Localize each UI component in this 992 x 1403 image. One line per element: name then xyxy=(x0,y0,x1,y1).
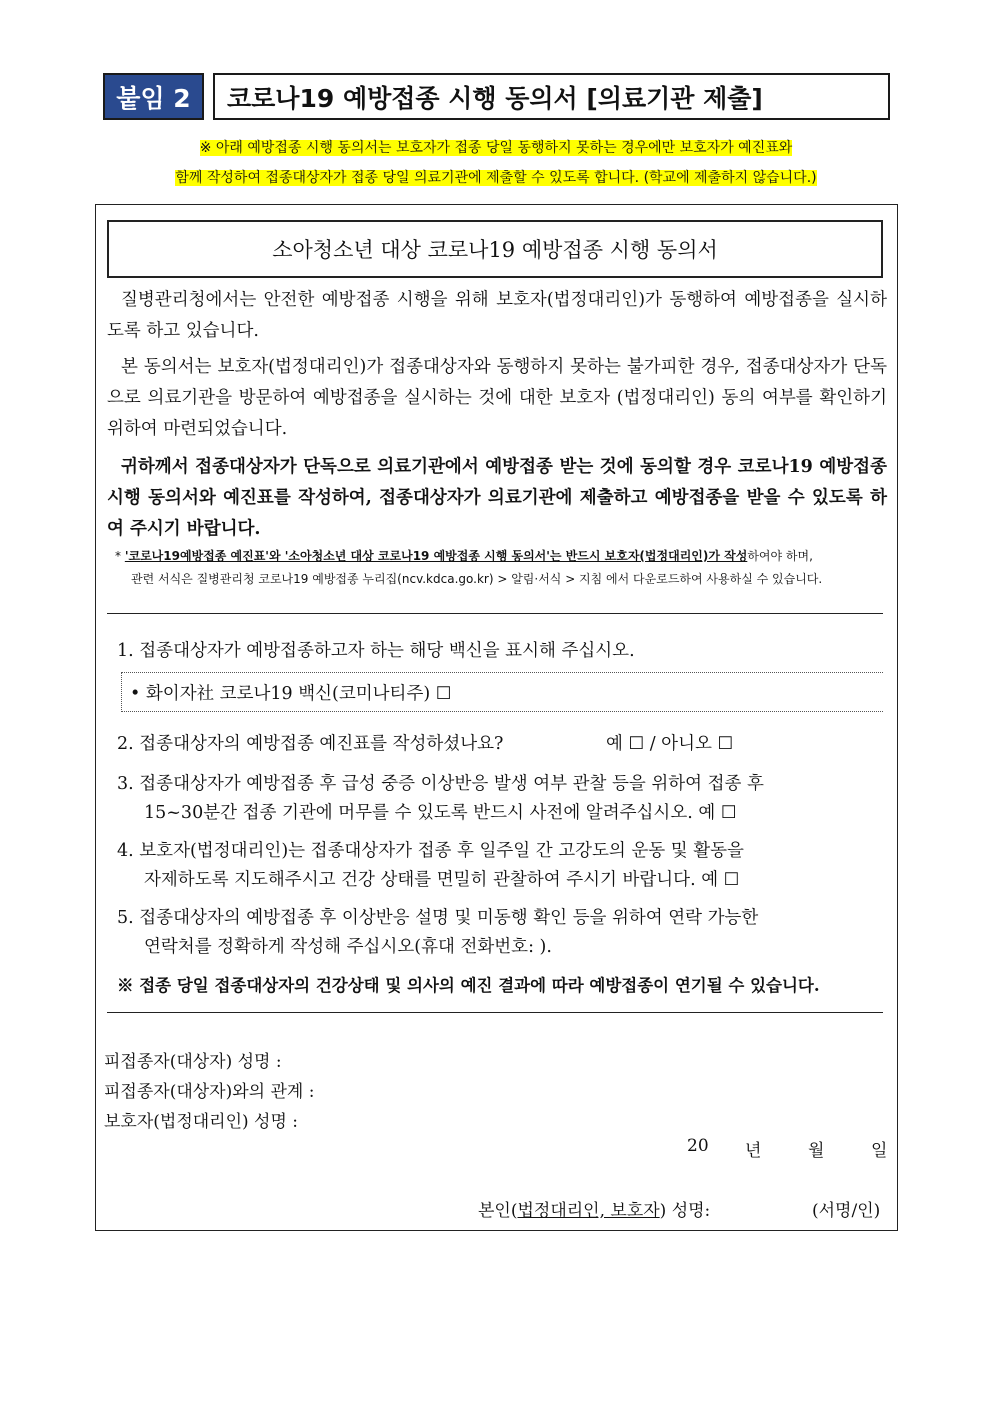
date-month-unit: 월 xyxy=(808,1141,825,1161)
divider-top xyxy=(107,613,883,614)
question-3-line-2[interactable]: 15~30분간 접종 기관에 머무를 수 있도록 반드시 사전에 알려주십시오. 예 ☐ xyxy=(144,803,737,823)
notice-line-2 xyxy=(95,166,897,190)
signer-suffix: ) 성명: xyxy=(659,1201,711,1221)
note-prefix: * xyxy=(115,549,125,563)
note-rest: 하여야 하며, xyxy=(747,549,813,563)
intro-paragraph-2: 본 동의서는 보호자(법정대리인)가 접종대상자와 동행하지 못하는 불가피한 경우, 접종대상자가 단독으로 의료기관을 방문하여 예방접종을 실시하는 것에 대한 보호자 (법정대리인) 동의 여부를 확인하기 위하여 마련되었습니다. xyxy=(107,357,887,439)
document-title: 코로나19 예방접종 시행 동의서 [의료기관 제출] xyxy=(213,73,890,120)
question-3-line-1: 3. 접종대상자가 예방접종 후 급성 중증 이상반응 발생 여부 관찰 등을 위하여 접종 후 xyxy=(117,774,764,794)
question-5-line-1: 5. 접종대상자의 예방접종 후 이상반응 설명 및 미동행 확인 등을 위하여 연락 가능한 xyxy=(117,908,759,928)
note-line-1 xyxy=(115,545,890,567)
question-5-line-2[interactable]: 연락처를 정확하게 작성해 주십시오(휴대 전화번호: ). xyxy=(144,937,552,957)
question-4-line-1: 4. 보호자(법정대리인)는 접종대상자가 접종 후 일주일 간 고강도의 운동 및 활동을 xyxy=(117,841,744,861)
date-year: 20 xyxy=(687,1136,709,1156)
vaccine-option-box xyxy=(121,672,883,712)
question-2: 2. 접종대상자의 예방접종 예진표를 작성하셨나요? xyxy=(117,734,504,754)
signer-underlined: 법정대리인, 보호자 xyxy=(517,1201,660,1221)
date-day-unit: 일 xyxy=(871,1141,888,1161)
question-1: 1. 접종대상자가 예방접종하고자 하는 해당 백신을 표시해 주십시오. xyxy=(117,641,635,661)
signer-prefix: 본인( xyxy=(478,1201,518,1221)
postpone-warning: ※ 접종 당일 접종대상자의 건강상태 및 의사의 예진 결과에 따라 예방접종이 연기될 수 있습니다. xyxy=(117,976,820,995)
sign-mark: (서명/인) xyxy=(812,1201,881,1221)
notice-highlight-1: ※ 아래 예방접종 시행 동의서는 보호자가 접종 당일 동행하지 못하는 경우에만 보호자가 예진표와 xyxy=(199,140,793,156)
relation-label[interactable]: 피접종자(대상자)와의 관계 : xyxy=(104,1082,315,1102)
form-title: 소아청소년 대상 코로나19 예방접종 시행 동의서 xyxy=(107,220,883,278)
notice-highlight-2: 함께 작성하여 접종대상자가 접종 당일 의료기관에 제출할 수 있도록 합니다. (학교에 제출하지 않습니다.) xyxy=(175,170,817,186)
note-underlined: '코로나19예방접종 예진표'와 '소아청소년 대상 코로나19 예방접종 시행 동의서'는 반드시 보호자(법정대리인)가 작성 xyxy=(124,549,748,563)
attachment-badge: 붙임 2 xyxy=(103,73,204,120)
date-year-unit: 년 xyxy=(745,1141,762,1161)
question-4-line-2[interactable]: 자제하도록 지도해주시고 건강 상태를 면밀히 관찰하여 주시기 바랍니다. 예 ☐ xyxy=(144,870,740,890)
guardian-name-label[interactable]: 보호자(법정대리인) 성명 : xyxy=(104,1112,299,1132)
note-line-2: 관련 서식은 질병관리청 코로나19 예방접종 누리집(ncv.kdca.go.kr) > 알림·서식 > 지침 에서 다운로드하여 사용하실 수 있습니다. xyxy=(131,572,823,586)
question-2-options[interactable]: 예 ☐ / 아니오 ☐ xyxy=(606,734,734,754)
divider-bottom xyxy=(107,1012,883,1013)
intro-paragraph-3: 귀하께서 접종대상자가 단독으로 의료기관에서 예방접종 받는 것에 동의할 경우 코로나19 예방접종 시행 동의서와 예진표를 작성하여, 접종대상자가 의료기관에 제출하고 예방접종을 받을 수 있도록 하여 주시기 바랍니다. xyxy=(107,457,887,539)
signer-line[interactable] xyxy=(478,1196,710,1221)
intro-paragraph-1: 질병관리청에서는 안전한 예방접종 시행을 위해 보호자(법정대리인)가 동행하여 예방접종을 실시하도록 하고 있습니다. xyxy=(107,290,887,341)
vaccine-option-checkbox[interactable]: • 화이자社 코로나19 백신(코미나티주) ☐ xyxy=(130,683,452,704)
subject-name-label[interactable]: 피접종자(대상자) 성명 : xyxy=(104,1052,282,1072)
notice-line-1 xyxy=(95,136,897,160)
